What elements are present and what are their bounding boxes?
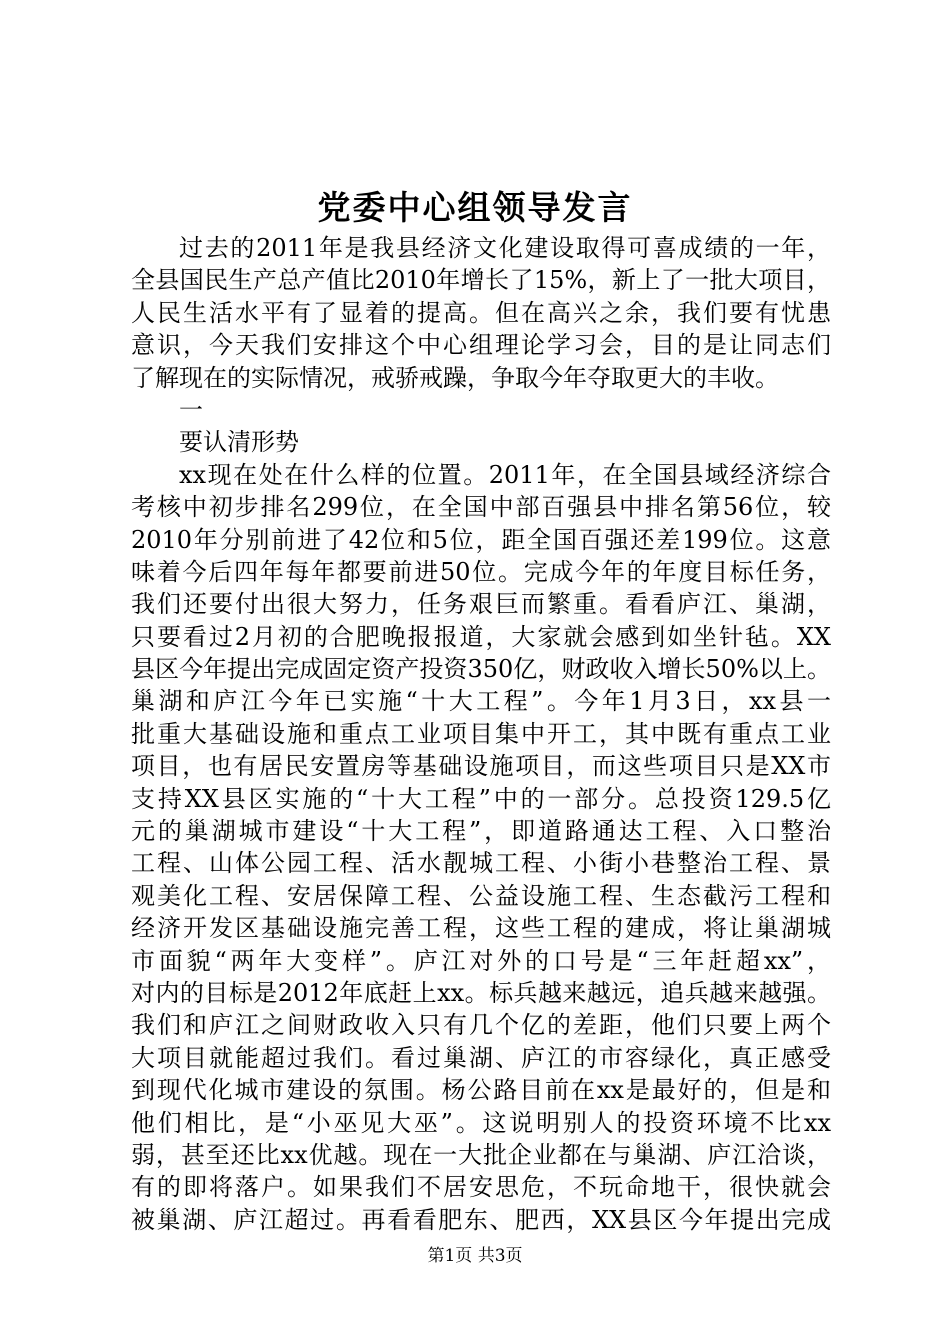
- paragraph-line: 味着今后四年每年都要前进50位。完成今年的年度目标任务，: [131, 557, 831, 586]
- paragraph-line: 意识，今天我们安排这个中心组理论学习会，目的是让同志们: [131, 331, 831, 360]
- paragraph-line: 巢湖和庐江今年已实施“十大工程”。今年1月3日，xx县一: [131, 687, 831, 716]
- section-number: 一: [179, 395, 203, 424]
- paragraph-line: xx现在处在什么样的位置。2011年，在全国县域经济综合: [179, 460, 831, 489]
- paragraph-line: 到现代化城市建设的氛围。杨公路目前在xx是最好的，但是和: [131, 1076, 831, 1105]
- paragraph-line: 项目，也有居民安置房等基础设施项目，而这些项目只是XX市: [131, 752, 831, 781]
- document-body: [131, 232, 831, 1236]
- paragraph-line: 批重大基础设施和重点工业项目集中开工，其中既有重点工业: [131, 719, 831, 748]
- paragraph-line: 县区今年提出完成固定资产投资350亿，财政收入增长50%以上。: [131, 655, 831, 684]
- paragraph-line: 了解现在的实际情况，戒骄戒躁，争取今年夺取更大的丰收。: [131, 363, 779, 392]
- paragraph-line: 考核中初步排名299位，在全国中部百强县中排名第56位，较: [131, 493, 831, 522]
- paragraph-line: 被巢湖、庐江超过。再看看肥东、肥西，XX县区今年提出完成: [131, 1205, 831, 1234]
- paragraph-line: 2010年分别前进了42位和5位，距全国百强还差199位。这意: [131, 525, 831, 554]
- paragraph-line: 大项目就能超过我们。看过巢湖、庐江的市容绿化，真正感受: [131, 1043, 831, 1072]
- paragraph-line: 有的即将落户。如果我们不居安思危，不玩命地干，很快就会: [131, 1173, 831, 1202]
- document-title: 党委中心组领导发言: [317, 188, 633, 227]
- paragraph-line: 全县国民生产总产值比2010年增长了15%，新上了一批大项目，: [131, 266, 831, 295]
- paragraph-line: 对内的目标是2012年底赶上xx。标兵越来越远，追兵越来越强。: [131, 978, 831, 1007]
- paragraph-line: 工程、山体公园工程、活水靓城工程、小街小巷整治工程、景: [131, 849, 831, 878]
- paragraph-line: 只要看过2月初的合肥晚报报道，大家就会感到如坐针毡。XX: [131, 622, 831, 651]
- paragraph-line: 他们相比，是“小巫见大巫”。这说明别人的投资环境不比xx: [131, 1108, 831, 1137]
- paragraph-line: 人民生活水平有了显着的提高。但在高兴之余，我们要有忧患: [131, 298, 831, 327]
- paragraph-line: 我们还要付出很大努力，任务艰巨而繁重。看看庐江、巢湖，: [131, 590, 831, 619]
- paragraph-line: 经济开发区基础设施完善工程，这些工程的建成，将让巢湖城: [131, 914, 831, 943]
- paragraph-line: 支持XX县区实施的“十大工程”中的一部分。总投资129.5亿: [131, 784, 831, 813]
- paragraph-line: 观美化工程、安居保障工程、公益设施工程、生态截污工程和: [131, 881, 831, 910]
- paragraph-line: 元的巢湖城市建设“十大工程”，即道路通达工程、入口整治: [131, 817, 831, 846]
- paragraph-line: 弱，甚至还比xx优越。现在一大批企业都在与巢湖、庐江洽谈，: [131, 1140, 831, 1169]
- paragraph-line: 市面貌“两年大变样”。庐江对外的口号是“三年赶超xx”，: [131, 946, 831, 975]
- page-footer: 第1页 共3页: [427, 1246, 523, 1266]
- paragraph-line: 过去的2011年是我县经济文化建设取得可喜成绩的一年，: [179, 234, 831, 262]
- section-heading: 要认清形势: [179, 428, 299, 457]
- paragraph-line: 我们和庐江之间财政收入只有几个亿的差距，他们只要上两个: [131, 1011, 831, 1040]
